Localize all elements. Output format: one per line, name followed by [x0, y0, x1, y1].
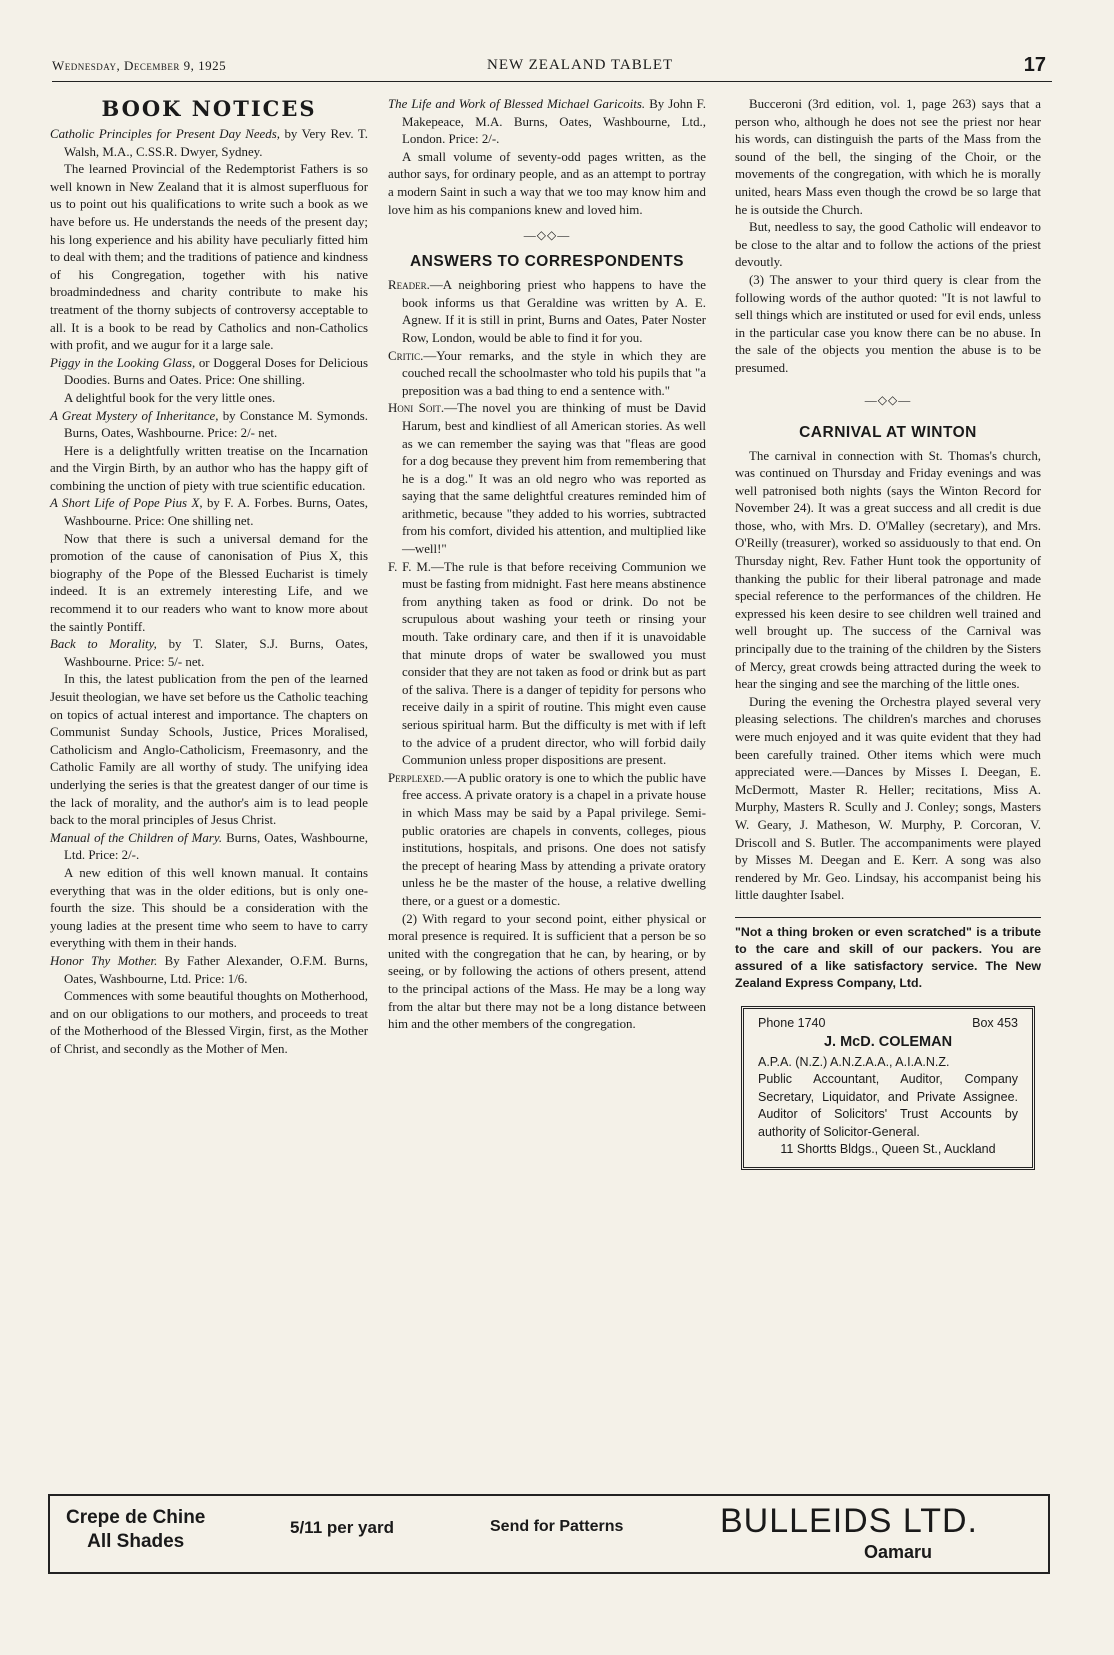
book-review: Now that there is such a universal demand for the promotion of the cause of canonisation of Pius X, this biography of the Pope of the Blessed Eucharist is timely indeed. It is an extremely interesting Life, and we recommend it to our readers who want to know more about the saintly Pontiff.	[50, 531, 368, 634]
answer-entry: Perplexed.—A public oratory is one to which the public have free access. A private oratory is a chapel in a private house in which Mass may be said by a Papal privilege. Semi-public oratories are chapels in convents, colleges, pious institutions, hospitals, and prisons. One does not satisfy the precept of hearing Mass by attending a private oratory unless he be the master of the house, a relative dwelling there, or a guest or a domestic.	[388, 770, 706, 908]
answer-paragraph: But, needless to say, the good Catholic will endeavor to be close to the altar and to follow the actions of the priest devoutly.	[735, 220, 1041, 270]
book-entry: Catholic Principles for Present Day Needs, by Very Rev. T. Walsh, M.A., C.SS.R. Dwyer, Sydney.	[50, 127, 368, 159]
book-entry: Manual of the Children of Mary. Burns, Oates, Washbourne, Ltd. Price: 2/-.	[50, 830, 368, 863]
section-ornament: —◇◇—	[523, 228, 571, 243]
banner-price: 5/11 per yard	[290, 1518, 394, 1537]
banner-store: BULLEIDS LTD.	[719, 1502, 978, 1540]
answer-entry: Reader.—A neighboring priest who happens to have the book informs us that Geraldine was written by A. E. Agnew. If it is still in print, Burns and Oates, Pater Noster Row, London, would be able to find it for you.	[388, 278, 706, 345]
book-entry: The Life and Work of Blessed Michael Garicoits. By John F. Makepeace, M.A. Burns, Oates, Washbourne, Ltd., London. Price: 2/-.	[388, 97, 706, 147]
advert-name: J. McD. COLEMAN	[823, 1034, 953, 1051]
coleman-advert	[741, 1006, 1035, 1170]
book-review: A new edition of this well known manual. It contains everything that was in the older editions, but is only one-fourth the size. This should be a consideration with the young ladies at the present time who seem to have to carry everything with them in their hands.	[50, 865, 368, 951]
answers-heading: ANSWERS TO CORRESPONDENTS	[409, 253, 685, 271]
book-entry: Back to Morality, by T. Slater, S.J. Burns, Oates, Washbourne. Price: 5/- net.	[50, 637, 368, 669]
book-review: Here is a delightfully written treatise on the Incarnation and the Virgin Birth, by an author who has the happy gift of combining the unction of piety with true scientific education.	[50, 443, 368, 493]
book-entry: A Great Mystery of Inheritance, by Constance M. Symonds. Burns, Oates, Washbourne. Price: 2/- net.	[50, 408, 369, 441]
publication-title: NEW ZEALAND TABLET	[487, 57, 674, 73]
book-review: In this, the latest publication from the pen of the learned Jesuit theologian, we have set before us the Catholic teaching on topics of actual interest and importance. The chapters on Communist Sunday Schools, Justice, Prices Moralised, Catholicism and Anglo-Catholicism, Freemasonry, and the Catholic Family are all worthy of study. The unifying idea underlying the series is that the greatest danger of our time is the lack of morality, and the author's aim is to lead people back to the moral principles of Jesus Christ.	[50, 672, 368, 828]
book-entry: A Short Life of Pope Pius X, by F. A. Forbes. Burns, Oates, Washbourne. Price: One shilling net.	[50, 496, 368, 529]
answer-entry: Critic.—Your remarks, and the style in which they are couched recall the schoolmaster who told his pupils that "a preposition was a bad thing to end a sentence with."	[388, 348, 706, 398]
bulleids-banner	[48, 1494, 1050, 1574]
issue-date: Wednesday, December 9, 1925	[52, 58, 227, 73]
express-company-notice: "Not a thing broken or even scratched" is a tribute to the care and skill of our packers. You are assured of a like satisfactory service. The New Zealand Express Company, Ltd.	[735, 917, 1041, 992]
answer-paragraph: Bucceroni (3rd edition, vol. 1, page 263) says that a person who, although he does not see the priest nor hear his words, can distinguish the parts of the Mass from the sound of the bell, the singing of the Choir, or the movements of the congregation, with which he is morally united, hears Mass even though the crowd be so large that he is outside the Church.	[735, 97, 1041, 217]
book-entry: Piggy in the Looking Glass, or Doggeral Doses for Delicious Doodies. Burns and Oates. Price: One shilling.	[50, 355, 368, 388]
advert-box: Box 453	[972, 1015, 1018, 1030]
column-3	[735, 96, 1041, 1170]
book-review: A small volume of seventy-odd pages written, as the author says, for ordinary people, and as an attempt to portray a modern Saint in such a way that we too may know him and love him as his companions knew and loved him.	[388, 149, 706, 217]
page-number: 17	[1023, 54, 1046, 76]
advert-address: 11 Shortts Bldgs., Queen St., Auckland	[780, 1142, 996, 1157]
advert-services: Public Accountant, Auditor, Company Secretary, Liquidator, and Private Assignee. Auditor of Solicitors' Trust Accounts by authority of Solicitor-General.	[758, 1072, 1018, 1139]
advert-credentials: A.P.A. (N.Z.) A.N.Z.A.A., A.I.A.N.Z.	[758, 1054, 950, 1069]
carnival-heading: CARNIVAL AT WINTON	[799, 423, 977, 441]
answer-entry: F. F. M.—The rule is that before receiving Communion we must be fasting from midnight. Fast here means abstinence from anything taken as food or drink. Do not be scrupulous about washing your teeth or rinsing your mouth. Take ordinary care, and then if it is unavoidable that minute drops of water be swallowed you must consider that they are not taken as food or drink but as part of the saliva. There is a danger of tepidity for persons who receive daily in a spirit of routine. This might even cause serious spiritual harm. But the difficulty is met with if left to the advice of a prudent director, who will forbid daily Communion unless proper dispositions are present.	[388, 559, 706, 768]
answer-paragraph: (3) The answer to your third query is clear from the following words of the author quoted: "It is not lawful to sell things which are instituted or used for evil ends, unless in the particular case you know there can be no abuse. In the sale of the objects you mention the abuse is to be presumed.	[735, 272, 1041, 375]
answer-entry: Honi Soit.—The novel you are thinking of must be David Harum, best and kindliest of all American stories. As well as we can remember the saying was that "fleas are good for a dog because they prevent him from remembering that he is a dog." It was an old negro who was reported as saying that the same delightful creatures reminded him of arithmetic, because "they added to his worries, subtracted from his comfort, divided his attention, and multiplied like—well!"	[388, 401, 707, 557]
section-ornament: —◇◇—	[864, 392, 912, 407]
column-2	[388, 96, 706, 1034]
book-entry: Honor Thy Mother. By Father Alexander, O.F.M. Burns, Oates, Washbourne, Ltd. Price: 1/6.	[50, 953, 368, 986]
column-1	[50, 96, 368, 1058]
answer-paragraph: (2) With regard to your second point, either physical or moral presence is required. It is sufficient that a person be so united with the congregation that he can, by hearing, or by seeing, or by following the actions of others present, attend to the principal actions of the Mass. He may be a long way from the altar but there may not be a long distance between him and the other members of the congregation.	[388, 911, 706, 1032]
book-notices-heading: BOOK NOTICES	[101, 96, 317, 121]
carnival-paragraph: During the evening the Orchestra played several very pleasing selections. The children's marches and choruses were much enjoyed and it was quite evident that they had been carefully trained. Other items which were much appreciated were.—Dances by Misses I. Deegan, E. McDermott, Master R. Heller; recitations, Miss A. Murphy, Masters R. Scully and J. Conley; songs, Masters W. Geary, J. Matheson, W. Murphy, P. Corcoran, V. Driscoll and S. Butler. The accompaniments were played by Misses M. Deegan and E. Kerr. A song was also rendered by Mr. Geo. Lindsay, his accompanist being his little daughter Isabel.	[735, 694, 1041, 903]
carnival-paragraph: The carnival in connection with St. Thomas's church, was continued on Thursday and Friday evenings and was well patronised both nights (says the Winton Record for November 24). It was a great success and all credit is due those, who, with Mrs. D. O'Malley (secretary), and Mrs. O'Reilly (treasurer), worked so assiduously to that end. On Thursday night, Rev. Father Hunt took the opportunity of thanking the public for their liberal patronage and made special reference to the performances of the children. He expressed his keen desire to see children well trained and well brought up. The success of the Carnival was principally due to the training of the children by the Sisters of Mercy, great crowds being attracted during the week to hear the singing and see the marching of the little ones.	[735, 448, 1041, 692]
advert-phone: Phone 1740	[758, 1015, 826, 1030]
book-review: Commences with some beautiful thoughts on Motherhood, and on our obligations to our mothers, and proceeds to treat of the Motherhood of the Blessed Virgin, first, as the Mother of Christ, and secondly as the Mother of Men.	[50, 989, 368, 1056]
banner-product: Crepe de Chine All Shades	[66, 1507, 206, 1552]
banner-town: Oamaru	[863, 1542, 932, 1562]
page-header	[52, 54, 1052, 84]
book-review: A delightful book for the very little ones.	[64, 390, 276, 405]
book-review: The learned Provincial of the Redemptorist Fathers is so well known in New Zealand that it is almost superfluous for us to point out his qualifications to write such a book as we have before us. He understands the needs of the present day; his long experience and his ability have peculiarly fitted him to deal with them; and the traditions of patience and kindness of his Congregation, together with his native broadmindedness and charity contribute to make his treatment of the thorny subjects of controversy acceptable to all. It is a book to be read by Catholics and non-Catholics with profit, and we augur for it a large sale.	[50, 162, 368, 353]
header-rule	[52, 81, 1052, 82]
banner-cta: Send for Patterns	[490, 1518, 624, 1535]
